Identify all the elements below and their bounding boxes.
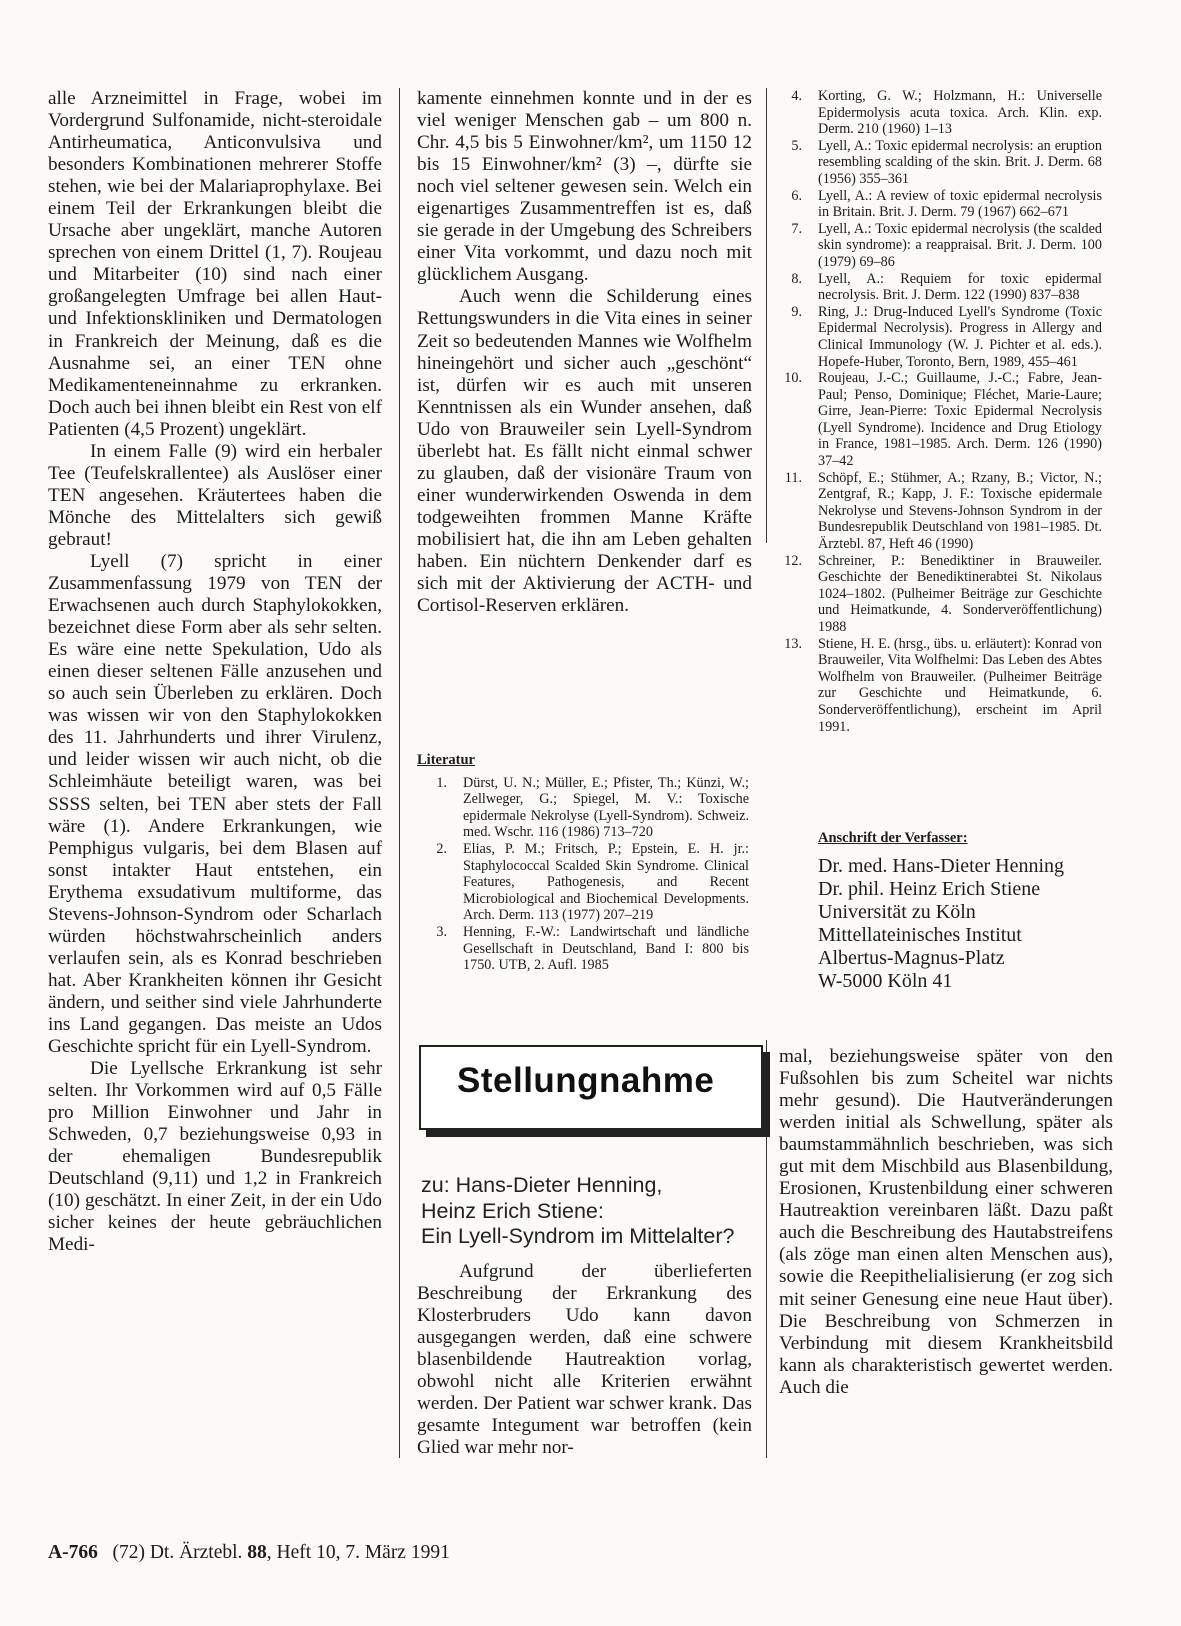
literature-list-part2 xyxy=(772,88,1102,735)
column-rule-right xyxy=(766,88,767,543)
reference-item: 9. Ring, J.: Drug-Induced Lyell's Syndrome (Toxic Epidermal Necrolysis). Progress in Allergy and Clinical Immunology (W. J. Pichter et al. eds.). Hopefe-Huber, Toronto, Bern, 1989, 455–461 xyxy=(791,303,1102,370)
subject-line: Heinz Erich Stiene: xyxy=(421,1198,604,1223)
paragraph: Auch wenn die Schilderung eines Rettungswunders in die Vita eines in seiner Zeit so bedeutenden Mannes wie Wolfhelm hineingehört und sicher auch „geschönt“ ist, dürfen wir es auch mit unseren Kenntnissen als ein Wunder ansehen, daß Udo von Brauweiler sein Lyell-Syndrom überlebt hat. Es fällt nicht einmal schwer zu glauben, daß der visionäre Traum von einer wunderwirkenden Oswenda in dem todgeweihten frommen Manne Kräfte mobilisiert hat, die ihn am Leben gehalten haben. Ein nüchtern Denkender darf es sich mit der Aktivierung der ACTH- und Cortisol-Reserven erklären. xyxy=(417,286,752,617)
address-line: W-5000 Köln 41 xyxy=(818,970,953,992)
reference-list xyxy=(417,775,749,974)
subject-reference xyxy=(421,1173,781,1250)
literature-heading: Literatur xyxy=(417,752,475,768)
column-2-top xyxy=(417,88,752,617)
paragraph: Die Lyellsche Erkrankung ist sehr selten. Ihr Vorkommen wird auf 0,5 Fälle pro Million Einwohner und Jahr in Schweden, 0,7 beziehungsweise 0,93 in der ehemaligen Bundesrepublik Deutschland (9,11) und 1,2 in Frankreich (10) geschätzt. In einer Zeit, in der ein Udo sicher keines der heute gebräuchlichen Medi- xyxy=(48,1058,382,1256)
reference-item: 3. Henning, F.-W.: Landwirtschaft und ländliche Gesellschaft in Deutschland, Band I: 800 bis 1750. UTB, 2. Aufl. 1985 xyxy=(436,923,749,974)
paragraph: In einem Falle (9) wird ein herbaler Tee (Teufelskrallentee) als Auslöser einer TEN angesehen. Kräutertees haben die Mönche des Mittelalters sich gewiß gebraut! xyxy=(48,440,382,550)
address-line: Universität zu Köln xyxy=(818,901,976,923)
section-title: Stellungnahme xyxy=(457,1061,715,1100)
section-title-box xyxy=(419,1045,763,1130)
address-heading: Anschrift der Verfasser: xyxy=(818,830,968,846)
reference-item: 5. Lyell, A.: Toxic epidermal necrolysis: an eruption resembling scalding of the skin. Brit. J. Derm. 68 (1956) 355–361 xyxy=(791,137,1102,187)
column-2-bottom xyxy=(417,1261,752,1459)
volume: 88 xyxy=(247,1542,267,1563)
reference-item: 13. Stiene, H. E. (hrsg., übs. u. erläutert): Konrad von Brauweiler, Vita Wolfhelmi: Das Leben des Abtes Wolfhelm von Brauweiler. (Pulheimer Beiträge zur Geschichte und Heimatkunde, 6. Sonderveröffentlichung), erscheint im April 1991. xyxy=(784,635,1102,735)
paragraph: alle Arzneimittel in Frage, wobei im Vordergrund Sulfonamide, nicht-steroidale Antirheumatica, Anticonvulsiva und besonders Kombinationen mehrerer Stoffe stehen, wie bei der Malariaprophylaxe. Bei einem Teil der Erkrankungen bleibt die Ursache aber ungeklärt, manche Autoren sprechen von einem Drittel (1, 7). Roujeau und Mitarbeiter (10) sind nach einer großangelegten Umfrage bei allen Haut- und Infektionskliniken und Dermatologen in Frankreich der Meinung, daß es die Ausnahme sei, an einer TEN ohne Medikamenteneinnahme zu erkranken. Doch auch bei ihnen bleibt ein Rest von elf Patienten (4,5 Prozent) ungeklärt. xyxy=(48,88,382,440)
column-3-bottom xyxy=(779,1046,1113,1399)
subject-line: Ein Lyell-Syndrom im Mittelalter? xyxy=(421,1224,735,1249)
paragraph: Aufgrund der überlieferten Beschreibung der Erkrankung des Klosterbruders Udo kann davon ausgegangen werden, daß eine schwere blasenbildende Hautreaktion vorlag, obwohl nicht alle Kriterien erwähnt werden. Der Patient war schwer krank. Das gesamte Integument war betroffen (kein Glied war mehr nor- xyxy=(417,1261,752,1459)
address-line: Mittellateinisches Institut xyxy=(818,924,1022,946)
address-line: Albertus-Magnus-Platz xyxy=(818,947,1005,969)
address-line: Dr. phil. Heinz Erich Stiene xyxy=(818,878,1041,900)
reference-item: 10. Roujeau, J.-C.; Guillaume, J.-C.; Fabre, Jean-Paul; Penso, Dominique; Fléchet, Marie-Laure; Girre, Jean-Pierre: Toxic Epidermal Necrolysis (Lyell Syndrome). Incidence and Drug Etiology in France, 1981–1985. Arch. Derm. 126 (1990) 37–42 xyxy=(784,370,1102,470)
issue-date: , Heft 10, 7. März 1991 xyxy=(266,1542,450,1563)
paragraph: kamente einnehmen konnte und in der es viel weniger Menschen gab – um 800 n. Chr. 4,5 bis 5 Einwohner/km², um 1150 12 bis 15 Einwohner/km² (3) –, dürfte sie noch viel seltener gewesen sein. Welch ein eigenartiges Zusammentreffen ist es, daß sie gerade in der Umgebung des Schreibers einer Vita vorkommt, und dazu noch mit glücklichem Ausgang. xyxy=(417,88,752,286)
address-block xyxy=(818,855,1118,993)
author-address xyxy=(818,830,1118,993)
reference-item: 7. Lyell, A.: Toxic epidermal necrolysis (the scalded skin syndrome): a reappraisal. Brit. J. Derm. 100 (1979) 69–86 xyxy=(791,220,1102,270)
reference-item: 2. Elias, P. M.; Fritsch, P.; Epstein, E. H. jr.: Staphylococcal Scalded Skin Syndrome. Clinical Features, Pathogenesis, and Recent Microbiological and Biochemical Developments. Arch. Derm. 113 (1977) 207–219 xyxy=(436,840,749,924)
column-1 xyxy=(48,88,382,1256)
page-footer xyxy=(48,1542,450,1564)
paragraph: Lyell (7) spricht in einer Zusammenfassung 1979 von TEN der Erwachsenen auch durch Staphylokokken, bezeichnet diese Form aber als sehr selten. Es wäre eine nette Spekulation, Udo als einen dieser seltenen Fälle anzusehen und so auch sein Überleben zu erklären. Doch was wissen wir von den Staphylokokken des 11. Jahrhunderts und ihrer Virulenz, und leider wissen wir auch nicht, ob die Schleimhäute beteiligt waren, was bei SSSS selten, bei TEN aber stets der Fall wäre (1). Andere Erkrankungen, wie Pemphigus vulgaris, bei dem Blasen auf sonst intakter Haut entstehen, ein Erythema exsudativum multiforme, das Stevens-Johnson-Syndrom oder Scharlach würden höchstwahrscheinlich anders verlaufen sein, als es Konrad beschrieben hat. Aber Krankheiten können ihr Gesicht ändern, und seither sind viele Jahrhunderte ins Land gegangen. Das meiste an Udos Geschichte spricht für ein Lyell-Syndrom. xyxy=(48,550,382,1058)
address-line: Dr. med. Hans-Dieter Henning xyxy=(818,855,1065,877)
column-rule-left xyxy=(399,88,400,1458)
reference-item: 6. Lyell, A.: A review of toxic epidermal necrolysis in Britain. Brit. J. Derm. 79 (1967) 662–671 xyxy=(791,187,1102,221)
paragraph: mal, beziehungsweise später von den Fußsohlen bis zum Scheitel war nichts mehr gesund). Die Hautveränderungen werden initial als Schwellung, später als baumstammähnlich beschrieben, was sich gut mit dem Mischbild aus Blasenbildung, Erosionen, Krustenbildung einer schweren Hautreaktion vereinbaren läßt. Dazu paßt auch die Beschreibung des Hautabstreifens (als zöge man einen alten Menschen aus), sowie die Reepithelialisierung (er zog sich mit seiner Genesung eine neue Haut über). Die Beschreibung von Schmerzen in Verbindung mit diesem Krankheitsbild kann als charakteristisch gewertet werden. Auch die xyxy=(779,1046,1113,1398)
literature-list-part1 xyxy=(417,752,749,974)
reference-item: 8. Lyell, A.: Requiem for toxic epidermal necrolysis. Brit. J. Derm. 122 (1990) 837–838 xyxy=(791,270,1102,304)
journal-ref: (72) Dt. Ärztebl. xyxy=(112,1542,243,1563)
subject-line: zu: Hans-Dieter Henning, xyxy=(421,1173,663,1197)
reference-item: 11. Schöpf, E.; Stühmer, A.; Rzany, B.; Victor, N.; Zentgraf, R.; Kapp, J. F.: Toxische epidermale Nekrolyse und Stevens-Johnson Syndrom in der Bundesrepublik Deutschland von 1981–1985. Dt. Ärztebl. 87, Heft 46 (1990) xyxy=(784,469,1102,553)
page-code: A-766 xyxy=(48,1542,98,1563)
reference-item: 12. Schreiner, P.: Benediktiner in Brauweiler. Geschichte der Benediktinerabtei St. Nikolaus 1024–1802. (Pulheimer Beiträge zur Geschichte und Heimatkunde, 4. Sonderveröffentlichung) 1988 xyxy=(784,552,1102,635)
reference-list xyxy=(772,88,1102,735)
reference-item: 1. Dürst, U. N.; Müller, E.; Pfister, Th.; Künzi, W.; Zellweger, G.; Spiegel, M. V.: Toxische epidermale Nekrolyse (Lyell-Syndrom). Schweiz. med. Wschr. 116 (1986) 713–720 xyxy=(436,774,749,841)
reference-item: 4. Korting, G. W.; Holzmann, H.: Universelle Epidermolysis acuta toxica. Arch. Klin. exp. Derm. 210 (1960) 1–13 xyxy=(791,88,1102,138)
